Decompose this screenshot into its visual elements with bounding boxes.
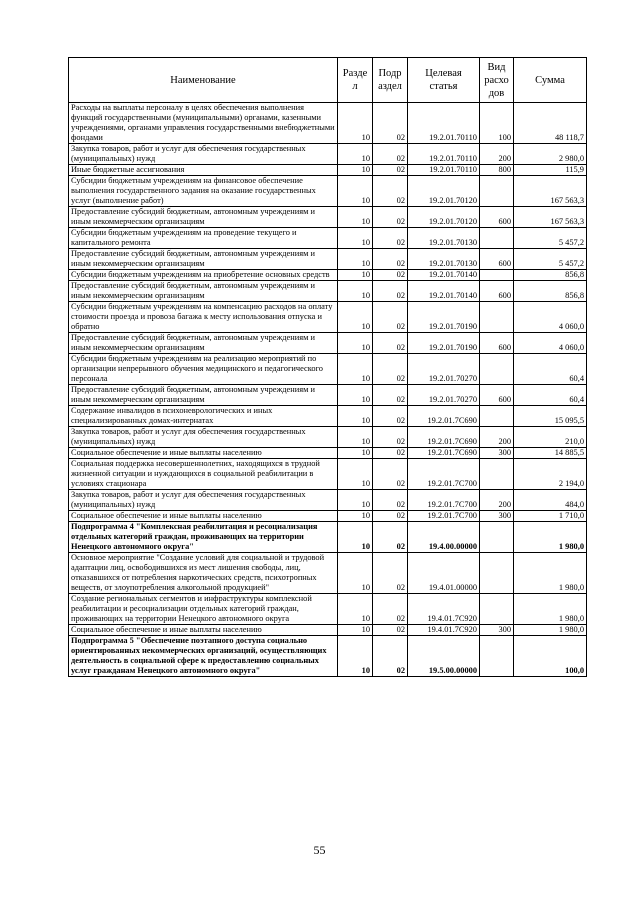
page-number: 55 — [313, 843, 326, 857]
cell-type — [480, 459, 514, 490]
cell-target: 19.2.01.7С700 — [408, 490, 480, 511]
cell-amount: 60,4 — [514, 385, 587, 406]
cell-type — [480, 228, 514, 249]
cell-section: 10 — [338, 459, 373, 490]
cell-amount: 210,0 — [514, 427, 587, 448]
cell-amount: 48 118,7 — [514, 103, 587, 144]
cell-amount: 856,8 — [514, 281, 587, 302]
cell-target: 19.2.01.70270 — [408, 385, 480, 406]
cell-subsection: 02 — [373, 427, 408, 448]
cell-amount: 167 563,3 — [514, 176, 587, 207]
table-row — [69, 427, 587, 448]
cell-amount: 115,9 — [514, 165, 587, 176]
cell-name: Подпрограмма 4 "Комплексная реабилитация и ресоциализация отдельных категорий граждан, проживающих на территории Ненецкого автономного округа" — [69, 522, 338, 553]
cell-amount: 1 980,0 — [514, 625, 587, 636]
table-row — [69, 249, 587, 270]
cell-type: 800 — [480, 165, 514, 176]
table-row — [69, 625, 587, 636]
cell-name: Субсидии бюджетным учреждениям на приобретение основных средств — [69, 270, 338, 281]
cell-name: Социальная поддержка несовершеннолетних, находящихся в трудной жизненной ситуации и нуждающихся в социальной реабилитации в условиях стационара — [69, 459, 338, 490]
cell-section: 10 — [338, 354, 373, 385]
cell-subsection: 02 — [373, 270, 408, 281]
cell-subsection: 02 — [373, 406, 408, 427]
cell-subsection: 02 — [373, 490, 408, 511]
cell-target: 19.2.01.7С690 — [408, 406, 480, 427]
cell-section: 10 — [338, 427, 373, 448]
cell-type — [480, 176, 514, 207]
cell-section: 10 — [338, 249, 373, 270]
cell-amount: 14 885,5 — [514, 448, 587, 459]
cell-section: 10 — [338, 165, 373, 176]
cell-amount: 15 095,5 — [514, 406, 587, 427]
cell-target: 19.4.01.00000 — [408, 553, 480, 594]
cell-subsection: 02 — [373, 448, 408, 459]
cell-amount: 4 060,0 — [514, 333, 587, 354]
cell-type — [480, 302, 514, 333]
cell-name: Предоставление субсидий бюджетным, автономным учреждениям и иным некоммерческим организациям — [69, 333, 338, 354]
cell-section: 10 — [338, 511, 373, 522]
cell-subsection: 02 — [373, 333, 408, 354]
cell-section: 10 — [338, 270, 373, 281]
cell-section: 10 — [338, 636, 373, 677]
cell-amount: 1 980,0 — [514, 594, 587, 625]
cell-type: 600 — [480, 207, 514, 228]
table-row — [69, 270, 587, 281]
cell-subsection: 02 — [373, 207, 408, 228]
cell-subsection: 02 — [373, 594, 408, 625]
table-row — [69, 228, 587, 249]
table-row — [69, 522, 587, 553]
table-row — [69, 165, 587, 176]
cell-type: 600 — [480, 333, 514, 354]
cell-section: 10 — [338, 385, 373, 406]
cell-section: 10 — [338, 448, 373, 459]
cell-amount: 100,0 — [514, 636, 587, 677]
cell-type: 200 — [480, 144, 514, 165]
cell-type — [480, 522, 514, 553]
cell-amount: 484,0 — [514, 490, 587, 511]
cell-name: Субсидии бюджетным учреждениям на компенсацию расходов на оплату стоимости проезда и провоза багажа к месту использования отпуска и обратно — [69, 302, 338, 333]
cell-target: 19.2.01.70130 — [408, 228, 480, 249]
cell-subsection: 02 — [373, 385, 408, 406]
cell-section: 10 — [338, 228, 373, 249]
table-row — [69, 176, 587, 207]
cell-section: 10 — [338, 522, 373, 553]
cell-type — [480, 354, 514, 385]
cell-amount: 5 457,2 — [514, 228, 587, 249]
header-name: Наименование — [69, 58, 338, 103]
table-row — [69, 594, 587, 625]
cell-target: 19.2.01.70190 — [408, 333, 480, 354]
cell-target: 19.2.01.7С700 — [408, 459, 480, 490]
cell-amount: 60,4 — [514, 354, 587, 385]
cell-section: 10 — [338, 594, 373, 625]
table-row — [69, 333, 587, 354]
cell-name: Субсидии бюджетным учреждениям на проведение текущего и капитального ремонта — [69, 228, 338, 249]
cell-name: Субсидии бюджетным учреждениям на финансовое обеспечение выполнения государственного задания на оказание государственных услуг (выполнение работ) — [69, 176, 338, 207]
header-type: Вид расхо дов — [480, 58, 514, 103]
cell-name: Основное мероприятие "Создание условий для социальной и трудовой адаптации лиц, освободившихся из мест лишения свободы, лиц, отказавшихся от потребления наркотических средств, психотропных веществ, от злоупотребления алкогольной продукцией" — [69, 553, 338, 594]
cell-amount: 167 563,3 — [514, 207, 587, 228]
cell-name: Расходы на выплаты персоналу в целях обеспечения выполнения функций государственными (муниципальными) органами, казенными учреждениями, органами управления государственными внебюджетными фондами — [69, 103, 338, 144]
cell-section: 10 — [338, 103, 373, 144]
cell-type: 600 — [480, 249, 514, 270]
cell-amount: 1 710,0 — [514, 511, 587, 522]
cell-target: 19.2.01.70190 — [408, 302, 480, 333]
cell-type: 100 — [480, 103, 514, 144]
table-row — [69, 636, 587, 677]
cell-amount: 5 457,2 — [514, 249, 587, 270]
cell-name: Закупка товаров, работ и услуг для обеспечения государственных (муниципальных) нужд — [69, 144, 338, 165]
cell-target: 19.5.00.00000 — [408, 636, 480, 677]
cell-section: 10 — [338, 302, 373, 333]
cell-target: 19.2.01.70130 — [408, 249, 480, 270]
cell-amount: 1 980,0 — [514, 522, 587, 553]
cell-type — [480, 270, 514, 281]
table-row — [69, 354, 587, 385]
cell-target: 19.2.01.70110 — [408, 144, 480, 165]
cell-subsection: 02 — [373, 459, 408, 490]
cell-subsection: 02 — [373, 228, 408, 249]
budget-table — [68, 57, 587, 677]
cell-name: Социальное обеспечение и иные выплаты населению — [69, 625, 338, 636]
cell-section: 10 — [338, 207, 373, 228]
cell-name: Предоставление субсидий бюджетным, автономным учреждениям и иным некоммерческим организациям — [69, 281, 338, 302]
cell-name: Предоставление субсидий бюджетным, автономным учреждениям и иным некоммерческим организациям — [69, 207, 338, 228]
cell-target: 19.2.01.70140 — [408, 281, 480, 302]
cell-target: 19.4.01.7С920 — [408, 625, 480, 636]
cell-subsection: 02 — [373, 511, 408, 522]
cell-target: 19.2.01.70140 — [408, 270, 480, 281]
cell-type: 200 — [480, 427, 514, 448]
table-row — [69, 144, 587, 165]
table-row — [69, 103, 587, 144]
cell-target: 19.2.01.7С690 — [408, 448, 480, 459]
cell-amount: 1 980,0 — [514, 553, 587, 594]
cell-section: 10 — [338, 406, 373, 427]
cell-type: 300 — [480, 448, 514, 459]
table-row — [69, 281, 587, 302]
cell-section: 10 — [338, 333, 373, 354]
header-subsection: Подр аздел — [373, 58, 408, 103]
cell-target: 19.2.01.7С700 — [408, 511, 480, 522]
cell-type — [480, 636, 514, 677]
table-row — [69, 459, 587, 490]
cell-section: 10 — [338, 490, 373, 511]
cell-name: Содержание инвалидов в психоневрологических и иных специализированных домах-интернатах — [69, 406, 338, 427]
cell-amount: 2 980,0 — [514, 144, 587, 165]
cell-subsection: 02 — [373, 636, 408, 677]
cell-section: 10 — [338, 281, 373, 302]
cell-target: 19.2.01.70110 — [408, 165, 480, 176]
cell-target: 19.2.01.70120 — [408, 207, 480, 228]
table-row — [69, 406, 587, 427]
cell-type — [480, 406, 514, 427]
table-row — [69, 490, 587, 511]
cell-name: Подпрограмма 5 "Обеспечение поэтапного доступа социально ориентированных некоммерческих организаций, осуществляющих деятельность в социальной сфере к предоставлению социальных услуг гражданам Ненецкого автономного округа" — [69, 636, 338, 677]
cell-name: Предоставление субсидий бюджетным, автономным учреждениям и иным некоммерческим организациям — [69, 385, 338, 406]
table-header-row — [69, 58, 587, 103]
cell-name: Социальное обеспечение и иные выплаты населению — [69, 448, 338, 459]
cell-subsection: 02 — [373, 176, 408, 207]
table-row — [69, 385, 587, 406]
cell-subsection: 02 — [373, 302, 408, 333]
cell-name: Иные бюджетные ассигнования — [69, 165, 338, 176]
header-section: Разде л — [338, 58, 373, 103]
cell-subsection: 02 — [373, 103, 408, 144]
cell-subsection: 02 — [373, 625, 408, 636]
cell-type: 600 — [480, 385, 514, 406]
cell-section: 10 — [338, 625, 373, 636]
cell-amount: 856,8 — [514, 270, 587, 281]
cell-amount: 2 194,0 — [514, 459, 587, 490]
cell-subsection: 02 — [373, 281, 408, 302]
cell-amount: 4 060,0 — [514, 302, 587, 333]
header-amount: Сумма — [514, 58, 587, 103]
cell-section: 10 — [338, 144, 373, 165]
cell-name: Закупка товаров, работ и услуг для обеспечения государственных (муниципальных) нужд — [69, 490, 338, 511]
cell-target: 19.4.01.7С920 — [408, 594, 480, 625]
cell-subsection: 02 — [373, 553, 408, 594]
cell-target: 19.2.01.70110 — [408, 103, 480, 144]
cell-subsection: 02 — [373, 354, 408, 385]
header-target: Целевая статья — [408, 58, 480, 103]
cell-target: 19.2.01.7С690 — [408, 427, 480, 448]
table-row — [69, 302, 587, 333]
cell-type — [480, 553, 514, 594]
cell-section: 10 — [338, 553, 373, 594]
cell-target: 19.2.01.70120 — [408, 176, 480, 207]
cell-name: Закупка товаров, работ и услуг для обеспечения государственных (муниципальных) нужд — [69, 427, 338, 448]
cell-type: 600 — [480, 281, 514, 302]
cell-name: Социальное обеспечение и иные выплаты населению — [69, 511, 338, 522]
table-row — [69, 207, 587, 228]
cell-type — [480, 594, 514, 625]
cell-type: 300 — [480, 511, 514, 522]
cell-target: 19.4.00.00000 — [408, 522, 480, 553]
table-row — [69, 448, 587, 459]
cell-name: Предоставление субсидий бюджетным, автономным учреждениям и иным некоммерческим организациям — [69, 249, 338, 270]
cell-target: 19.2.01.70270 — [408, 354, 480, 385]
table-row — [69, 553, 587, 594]
cell-subsection: 02 — [373, 249, 408, 270]
cell-subsection: 02 — [373, 165, 408, 176]
cell-subsection: 02 — [373, 522, 408, 553]
cell-type: 300 — [480, 625, 514, 636]
table-row — [69, 511, 587, 522]
cell-type: 200 — [480, 490, 514, 511]
cell-section: 10 — [338, 176, 373, 207]
cell-subsection: 02 — [373, 144, 408, 165]
cell-name: Создание региональных сегментов и инфраструктуры комплексной реабилитации и ресоциализации отдельных категорий граждан, проживающих на территории Ненецкого автономного округа — [69, 594, 338, 625]
cell-name: Субсидии бюджетным учреждениям на реализацию мероприятий по организации непрерывного обучения медицинского и педагогического персонала — [69, 354, 338, 385]
